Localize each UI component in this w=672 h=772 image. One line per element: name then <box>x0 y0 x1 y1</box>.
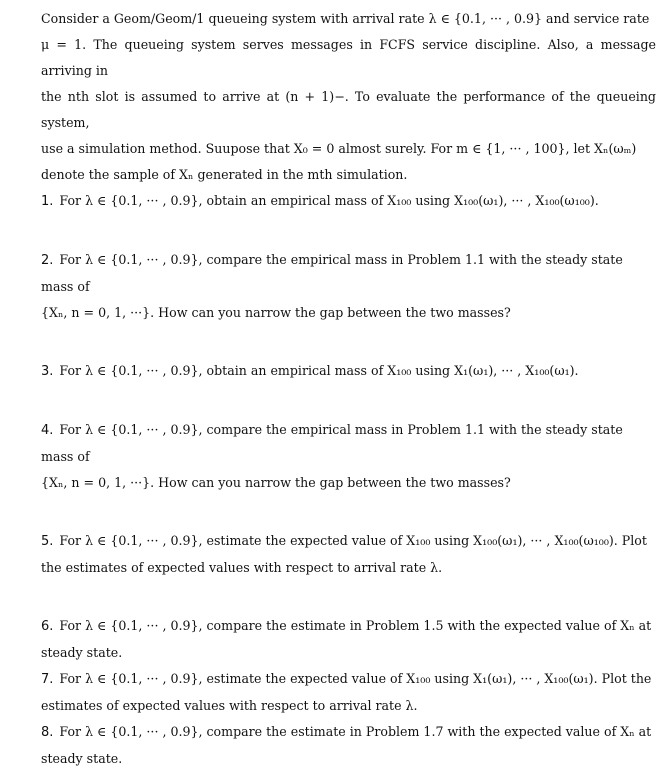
problem-text: For λ ∈ {0.1, ··· , 0.9}, estimate the expected value of X₁₀₀ using X₁(ω₁), ··· , X₁₀₀(ω₁). Plot the <box>59 671 652 686</box>
problem-text: steady state. <box>41 645 123 660</box>
problem-text: {Xₙ, n = 0, 1, ···}. How can you narrow the gap between the two masses? <box>41 305 511 320</box>
intro-line: Consider a Geom/Geom/1 queueing system with arrival rate λ ∈ {0.1, ··· , 0.9} and service rate <box>41 11 650 26</box>
problem-8 <box>41 719 656 772</box>
problem-number: 3. <box>41 364 54 379</box>
problem-1 <box>41 188 656 215</box>
intro-line: denote the sample of Xₙ generated in the mth simulation. <box>41 167 408 182</box>
problem-text: {Xₙ, n = 0, 1, ···}. How can you narrow the gap between the two masses? <box>41 475 511 490</box>
intro-line: the nth slot is assumed to arrive at (n + 1)−. To evaluate the performance of the queueing system, <box>41 89 656 130</box>
problem-number: 8. <box>41 725 54 740</box>
problem-text: estimates of expected values with respect to arrival rate λ. <box>41 698 418 713</box>
problem-number: 7. <box>41 672 54 687</box>
problem-text: For λ ∈ {0.1, ··· , 0.9}, obtain an empirical mass of X₁₀₀ using X₁(ω₁), ··· , X₁₀₀(ω₁). <box>59 363 579 378</box>
problem-number: 5. <box>41 534 54 549</box>
problem-text: For λ ∈ {0.1, ··· , 0.9}, obtain an empirical mass of X₁₀₀ using X₁₀₀(ω₁), ··· , X₁₀₀(ω₁₀₀). <box>59 193 599 208</box>
intro-line: use a simulation method. Suupose that X₀ = 0 almost surely. For m ∈ {1, ··· , 100}, let Xₙ(ωₘ) <box>41 141 637 156</box>
problem-text: For λ ∈ {0.1, ··· , 0.9}, compare the estimate in Problem 1.7 with the expected value of Xₙ at <box>59 724 652 739</box>
problem-text: For λ ∈ {0.1, ··· , 0.9}, compare the empirical mass in Problem 1.1 with the steady state mass of <box>41 422 623 464</box>
problem-number: 6. <box>41 619 54 634</box>
problem-2 <box>41 247 656 326</box>
problem-text: For λ ∈ {0.1, ··· , 0.9}, estimate the expected value of X₁₀₀ using X₁₀₀(ω₁), ··· , X₁₀₀(ω₁₀₀). Plot <box>59 533 647 548</box>
problem-7 <box>41 666 656 719</box>
problem-number: 2. <box>41 253 54 268</box>
intro-line: μ = 1. The queueing system serves messages in FCFS service discipline. Also, a message arriving in <box>41 37 656 78</box>
problem-text: For λ ∈ {0.1, ··· , 0.9}, compare the estimate in Problem 1.5 with the expected value of Xₙ at <box>59 618 652 633</box>
problem-text: For λ ∈ {0.1, ··· , 0.9}, compare the empirical mass in Problem 1.1 with the steady state mass of <box>41 252 623 294</box>
problem-number: 4. <box>41 423 54 438</box>
problem-text: the estimates of expected values with respect to arrival rate λ. <box>41 560 443 575</box>
intro-paragraph <box>41 6 656 188</box>
problem-6 <box>41 613 656 666</box>
problem-number: 1. <box>41 194 54 209</box>
problem-4 <box>41 417 656 496</box>
problem-text: steady state. <box>41 751 123 766</box>
problem-3 <box>41 358 656 385</box>
problem-5 <box>41 528 656 581</box>
